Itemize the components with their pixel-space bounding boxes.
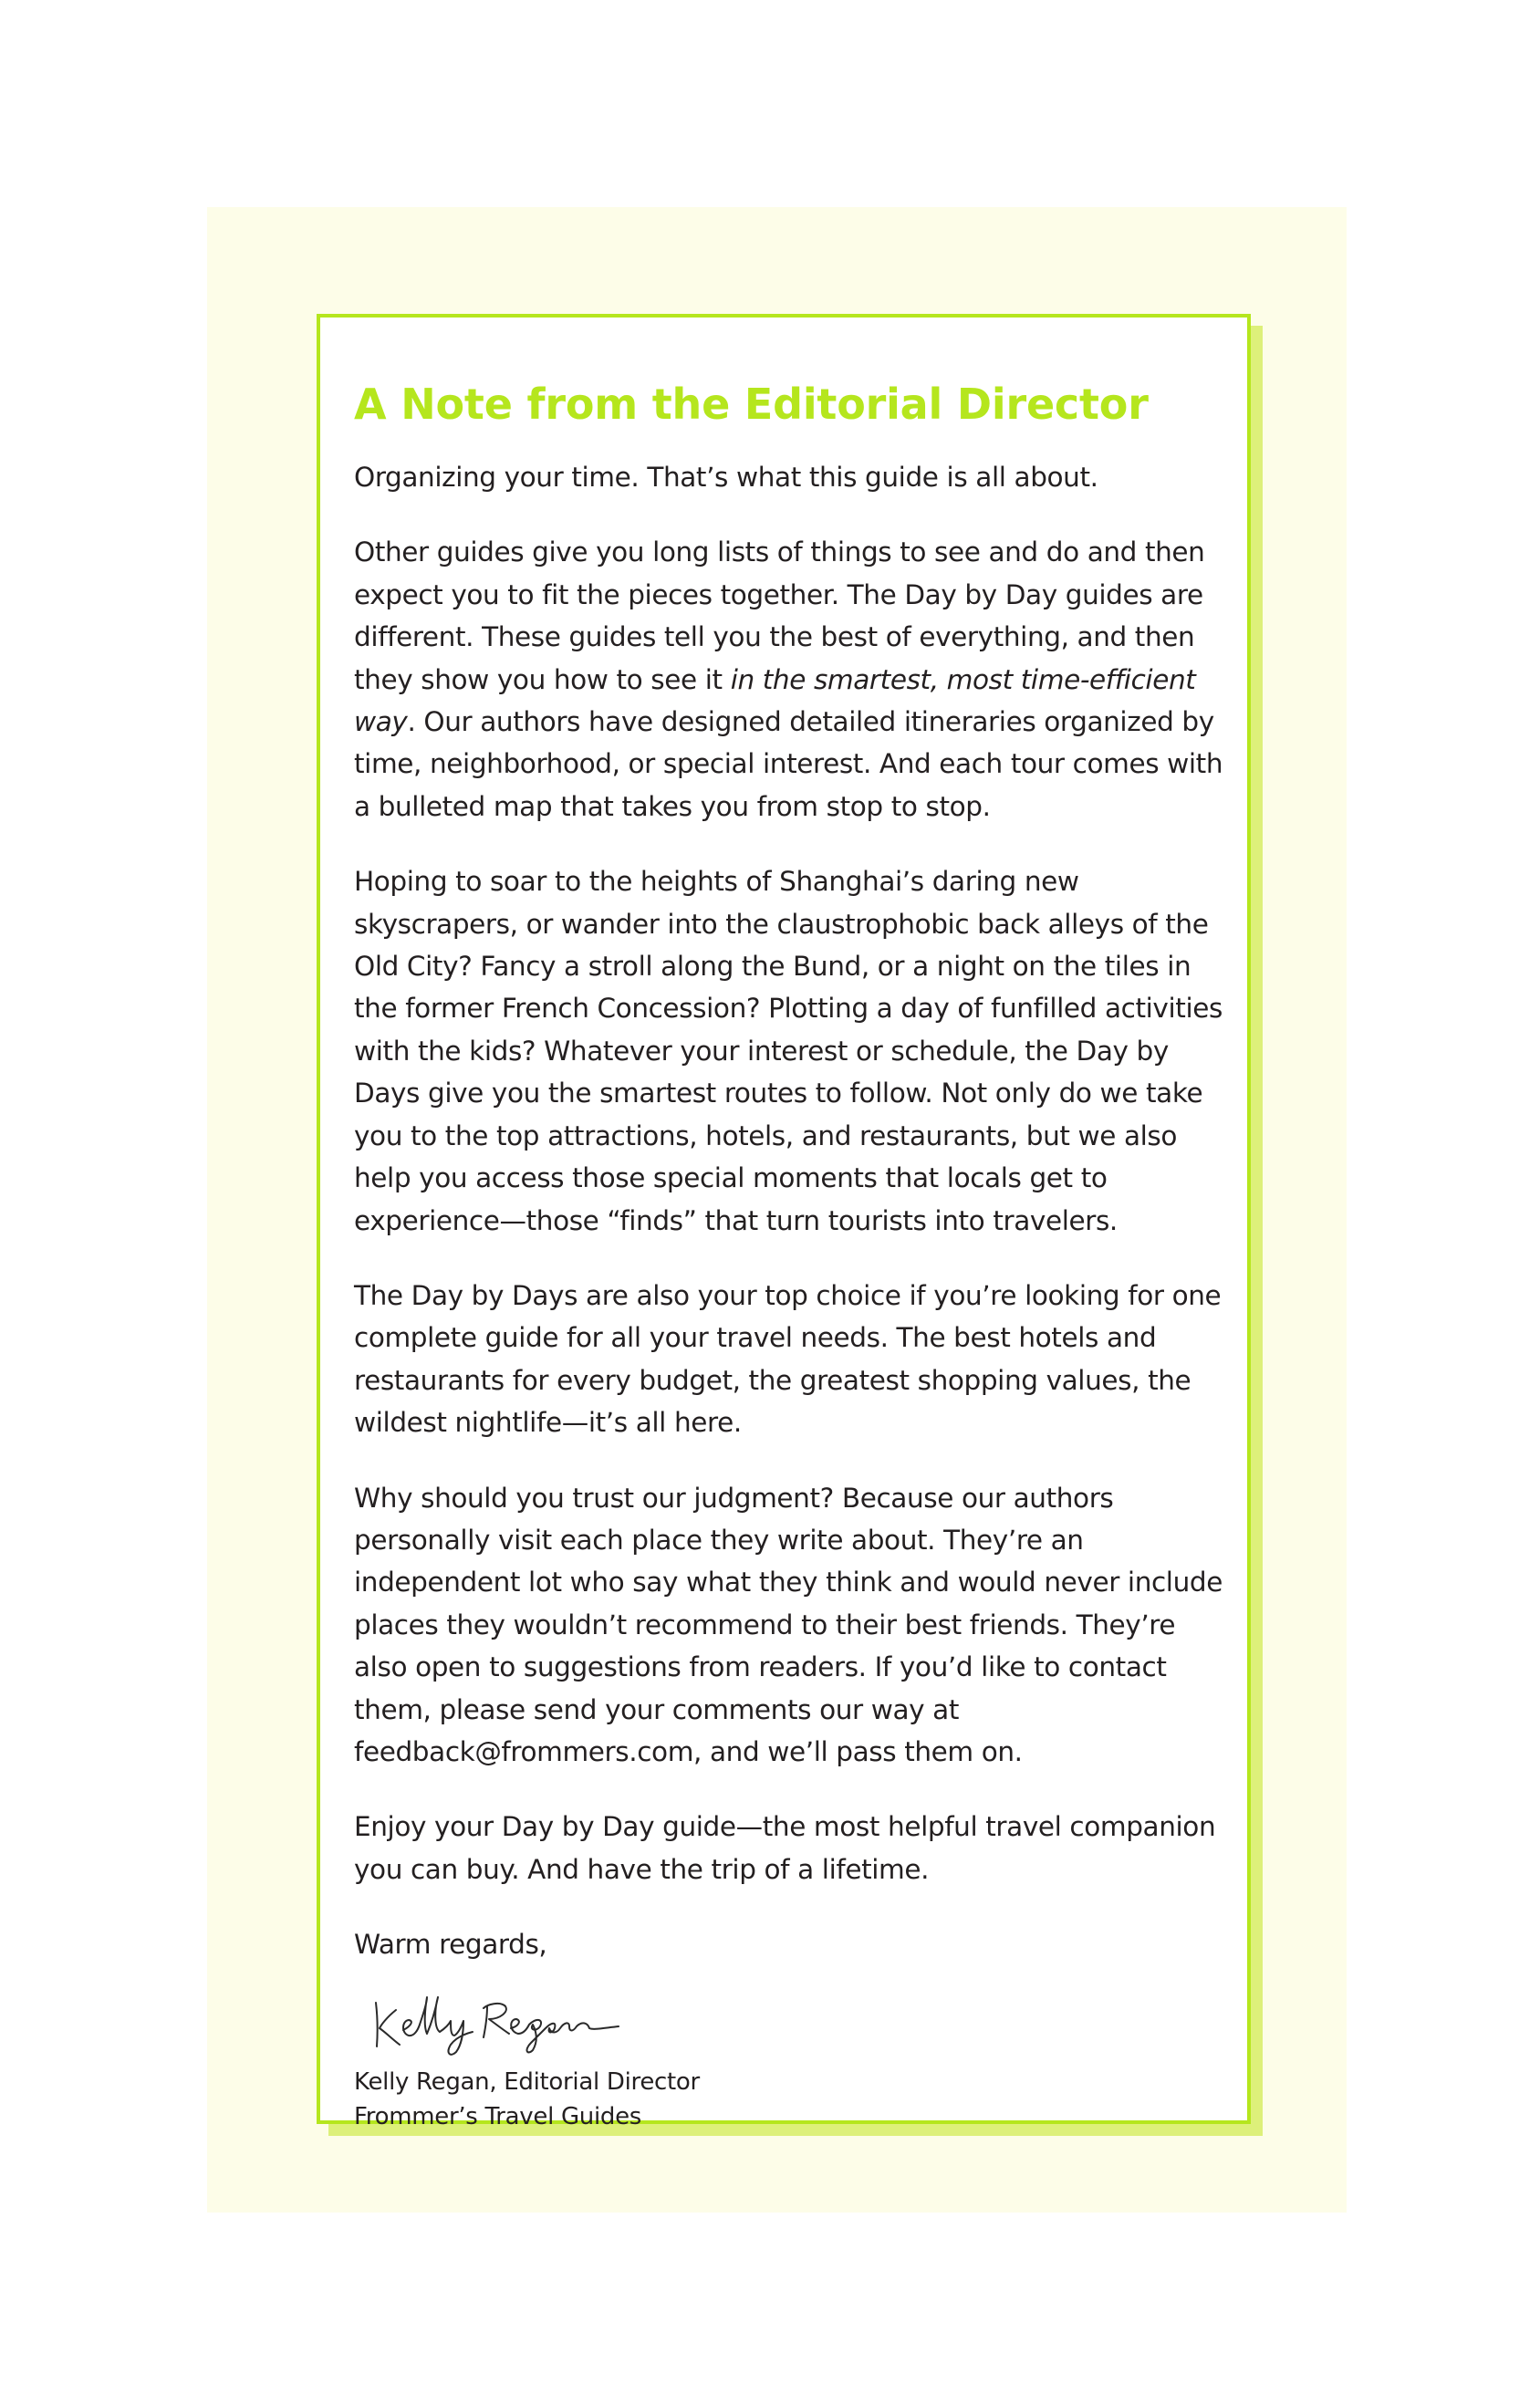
handwritten-signature [363, 1977, 637, 2059]
note-content [354, 372, 1230, 2134]
paragraph-1: Organizing your time. That’s what this guide is all about. [354, 462, 1098, 493]
paragraph-3: Hoping to soar to the heights of Shanghai’s daring new skyscrapers, or wander into the claustrophobic back alleys of the Old City? Fancy a stroll along the Bund, or a night on the tiles in the former French Concession? Plotting a day of funfilled activities with the kids? Whatever your interest or schedule, the Day by Days give you the smartest routes to follow. Not only do we take you to the top attractions, hotels, and restaurants, but we also help you access those special moments that locals get to experience—those “finds” that turn tourists into travelers. [354, 866, 1223, 1236]
closing-salutation: Warm regards, [354, 1929, 547, 1961]
paragraph-5: Why should you trust our judgment? Because our authors personally visit each place they write about. They’re an independent lot who say what they think and would never include places they wouldn’t recommend to their best friends. They’re also open to suggestions from readers. If you’d like to contact them, please send your comments our way at feedback@frommers.com, and we’ll pass them on. [354, 1482, 1223, 1767]
signer-name-title: Kelly Regan, Editorial Director [354, 2067, 700, 2096]
paragraph-2-italic: in the smartest, most time-efficient way [354, 663, 1196, 738]
signer-organization: Frommer’s Travel Guides [354, 2102, 642, 2130]
paragraph-2-text-b: . Our authors have designed detailed itineraries organized by time, neighborhood, or special interest. And each tour comes with a bulleted map that takes you from stop to stop. [354, 706, 1223, 822]
note-title: A Note from the Editorial Director [354, 380, 1149, 429]
paragraph-6: Enjoy your Day by Day guide—the most helpful travel companion you can buy. And have the trip of a lifetime. [354, 1811, 1216, 1885]
paragraph-2-text-a: Other guides give you long lists of things to see and do and then expect you to fit the pieces together. The Day by Day guides are different. These guides tell you the best of everything, and then they show you how to see it [354, 536, 1205, 695]
paragraph-2 [354, 531, 1230, 828]
paragraph-4: The Day by Days are also your top choice if you’re looking for one complete guide for all your travel needs. The best hotels and restaurants for every budget, the greatest shopping values, the wildest nightlife—it’s all here. [354, 1279, 1222, 1439]
